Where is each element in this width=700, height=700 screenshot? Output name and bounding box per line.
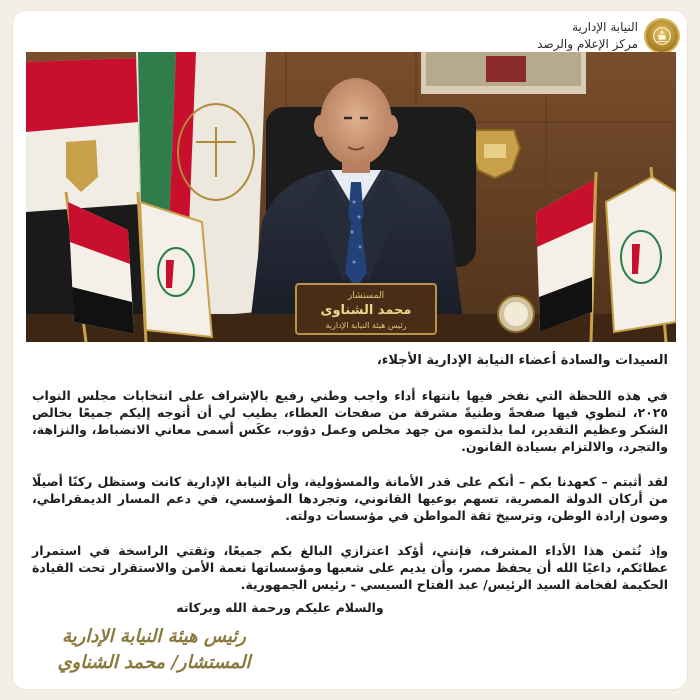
letter-body — [32, 344, 668, 616]
signature — [34, 624, 274, 676]
closing: والسلام عليكم ورحمة الله وبركاته — [176, 600, 384, 615]
paragraph-3: وإذ نُثمن هذا الأداء المشرف، فإنني، أؤكد اعتزازي البالغ بكم جميعًا، وثقتي الراسخة في استمرار عطائكم، داعيًا الله أن يحفظ مصر، وأن يديم على شعبها ومؤسساتها نعمة الأمن والاستقرار تحت القيادة الحكيمة لفخامة السيد الرئيس/ عبد الفتاح السيسي - رئيس الجمهورية. — [32, 543, 668, 592]
paragraph-1: في هذه اللحظة التي نفخر فيها بانتهاء أداء واجب وطني رفيع بالإشراف على انتخابات مجلس النواب ٢٠٢٥، لنطوي فيها صفحةً وطنيةً مشرفة من صفحات العطاء، يطيب لي أن أتوجه إليكم جميعًا بخالص الشكر وعظيم التقدير، لما بذلتموه من جهد مخلص وعمل دؤوب، عكَس أسمى معاني الانضباط، والنزاهة، والتجرد، والالتزام بسيادة القانون. — [32, 388, 668, 454]
org-text — [537, 19, 638, 53]
nameplate-position: رئيس هيئة النيابة الإدارية — [325, 321, 407, 330]
official-photo — [26, 52, 676, 342]
department-name: مركز الإعلام والرصد — [537, 37, 638, 51]
emblem-icon — [646, 20, 678, 52]
post-card — [12, 10, 688, 690]
signature-name: المستشار/ محمد الشناوي — [57, 652, 251, 673]
salutation: السيدات والسادة أعضاء النيابة الإدارية الأجلاء، — [376, 353, 668, 368]
org-name: النيابة الإدارية — [572, 20, 638, 34]
nameplate-title: المستشار — [347, 291, 385, 301]
nameplate-name: محمد الشناوى — [320, 303, 412, 318]
paragraph-2: لقد أثبتم – كعهدنا بكم – أنكم على قدر الأمانة والمسؤولية، وأن النيابة الإدارية كانت وستظل ركنًا أصيلًا من أركان الدولة المصرية، تسهم بوعيها القانوني، وتجردها المؤسسي، في دعم المسار الديمقراطي، وصون إرادة الوطن، وترسيخ ثقة المواطن في مؤسسات دولته. — [32, 474, 668, 523]
signature-title: رئيس هيئة النيابة الإدارية — [61, 626, 247, 647]
